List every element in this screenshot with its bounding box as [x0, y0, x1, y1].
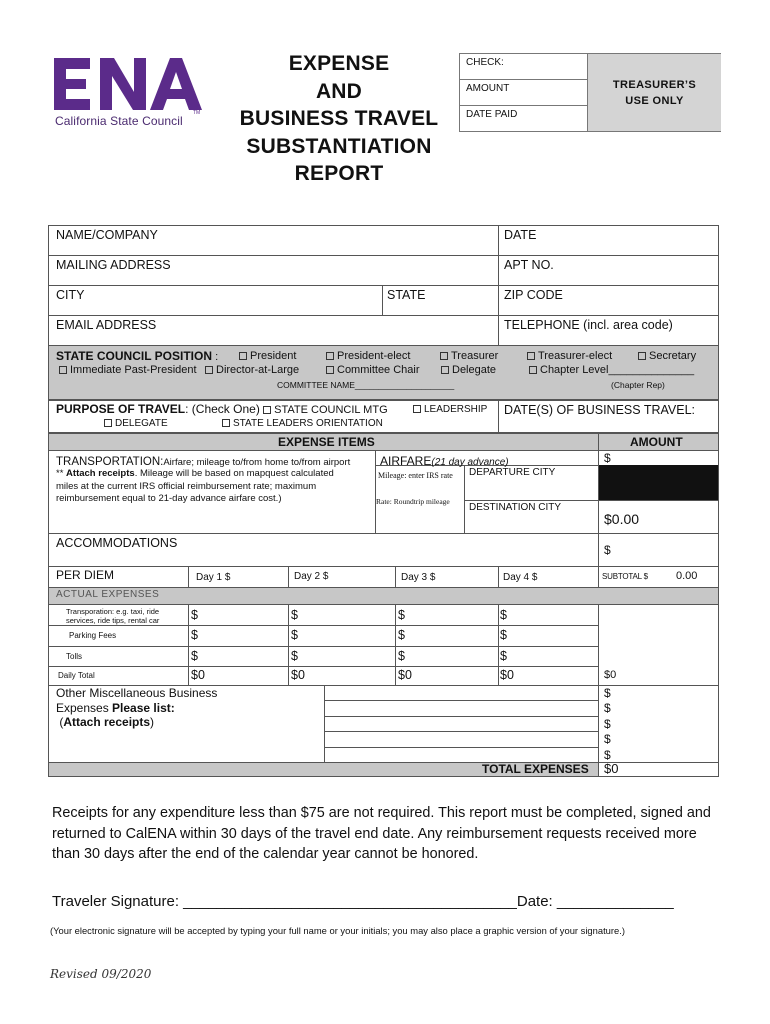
transport-total: $0.00	[604, 511, 640, 527]
checkbox[interactable]	[440, 352, 448, 360]
tolls-label: Tolls	[66, 652, 83, 661]
day2-total: $0	[291, 668, 305, 682]
option-label: President-elect	[337, 350, 411, 362]
option-treasurer-elect[interactable]	[527, 350, 612, 362]
day4-parking[interactable]: $	[500, 628, 507, 642]
dates-of-travel-field[interactable]: DATE(S) OF BUSINESS TRAVEL:	[504, 403, 696, 417]
checkbox[interactable]	[527, 352, 535, 360]
option-director-at-large[interactable]	[205, 364, 299, 376]
misc-amount-2[interactable]: $	[604, 701, 611, 715]
per-diem-label: PER DIEM	[56, 568, 115, 582]
option-label: Director-at-Large	[216, 364, 300, 376]
misc-amount-3[interactable]: $	[604, 717, 611, 731]
day4-total: $0	[500, 668, 514, 682]
option-leadership[interactable]	[413, 404, 487, 415]
purpose-heading	[56, 402, 388, 416]
transportation-services-label: Transporation: e.g. taxi, ride services, ride tips, rental car	[66, 607, 160, 625]
paren: )	[150, 715, 155, 729]
option-delegate[interactable]	[441, 364, 496, 376]
position-colon: :	[212, 351, 219, 363]
logo-subtitle: California State Council	[55, 114, 183, 128]
checkbox[interactable]	[239, 352, 247, 360]
report-title	[228, 50, 450, 188]
apt-no-field[interactable]: APT NO.	[504, 258, 554, 272]
day4-transport[interactable]: $	[500, 608, 507, 622]
misc-amount-5[interactable]: $	[604, 748, 611, 762]
option-label: Chapter Level______________	[540, 364, 695, 376]
paren: (	[59, 715, 64, 729]
instructions-line: miles at the current IRS official reimbursement rate; maximum	[56, 480, 317, 492]
title-line: BUSINESS TRAVEL	[239, 107, 439, 131]
day1-tolls[interactable]: $	[191, 649, 198, 663]
option-president-elect[interactable]	[326, 350, 410, 362]
total-expenses-label: TOTAL EXPENSES	[482, 762, 589, 776]
checkbox[interactable]	[222, 419, 230, 427]
chapter-rep-label: (Chapter Rep)	[611, 380, 665, 390]
departure-city-field[interactable]: DEPARTURE CITY	[469, 467, 556, 478]
destination-city-field[interactable]: DESTINATION CITY	[469, 502, 562, 513]
amount-field[interactable]: AMOUNT	[460, 80, 587, 106]
checkbox[interactable]	[638, 352, 646, 360]
day1-parking[interactable]: $	[191, 628, 198, 642]
attach-receipts: Attach receipts	[63, 715, 151, 729]
transportation-instructions	[56, 468, 334, 506]
option-label: LEADERSHIP	[424, 404, 488, 415]
option-label: Immediate Past-President	[70, 364, 197, 376]
transport-dollar: $	[604, 451, 611, 465]
treasurer-box	[459, 53, 721, 132]
use-only-label: USE ONLY	[625, 94, 684, 107]
daily-total-label: Daily Total	[58, 671, 95, 680]
ena-logo-mark	[54, 56, 204, 118]
subtotal-label: SUBTOTAL $	[602, 572, 648, 581]
option-label: Secretary	[649, 350, 697, 362]
day2-parking[interactable]: $	[291, 628, 298, 642]
option-secretary[interactable]	[638, 350, 696, 362]
airfare-note: (21 day advance)	[431, 457, 509, 468]
option-state-leaders-orientation[interactable]	[222, 418, 383, 429]
date-paid-field[interactable]: DATE PAID	[466, 109, 518, 120]
zip-code-field[interactable]: ZIP CODE	[504, 288, 563, 302]
misc-expenses-label	[56, 686, 217, 730]
option-label: Treasurer-elect	[538, 350, 613, 362]
day3-total: $0	[398, 668, 412, 682]
checkbox[interactable]	[59, 366, 67, 374]
transportation-title: TRANSPORTATION:	[56, 456, 164, 468]
option-label: DELEGATE	[115, 418, 168, 429]
misc-amount-1[interactable]: $	[604, 686, 611, 700]
blackout-cell	[599, 465, 718, 500]
attach-prefix: **	[56, 468, 67, 479]
day1-header[interactable]: Day 1 $	[196, 572, 231, 583]
day1-transport[interactable]: $	[191, 608, 198, 622]
day3-tolls[interactable]: $	[398, 649, 405, 663]
misc-line: Expenses	[56, 700, 113, 715]
subtotal-value: 0.00	[676, 570, 698, 582]
checkbox[interactable]	[263, 406, 271, 414]
roundtrip-mileage-note[interactable]: Rate: Roundtrip mileage	[376, 497, 450, 506]
day2-transport[interactable]: $	[291, 608, 298, 622]
mileage-note[interactable]: Mileage: enter IRS rate	[378, 471, 453, 480]
day2-tolls[interactable]: $	[291, 649, 298, 663]
check-field[interactable]: CHECK:	[460, 54, 587, 80]
parking-fees-label: Parking Fees	[69, 631, 117, 640]
misc-line: Other Miscellaneous Business	[56, 686, 218, 700]
state-field[interactable]: STATE	[387, 288, 426, 302]
option-label: Delegate	[452, 364, 497, 376]
checkbox[interactable]	[441, 366, 449, 374]
expense-header-band	[49, 434, 718, 450]
misc-amount-4[interactable]: $	[604, 732, 611, 746]
receipts-note: Receipts for any expenditure less than $75 are not required. This report must be completed, signed and returned to CalENA within 30 days of the travel end date. Any reimbursement requests received more than 30 days after the end of the calendar year cannot be honored.	[52, 805, 711, 862]
option-president[interactable]	[239, 350, 296, 362]
day1-total: $0	[191, 668, 205, 682]
day4-tolls[interactable]: $	[500, 649, 507, 663]
option-label: STATE LEADERS ORIENTATION	[233, 418, 383, 429]
treasurer-use-only	[588, 54, 721, 131]
total-expenses-value: $0	[604, 761, 619, 776]
option-label: Treasurer	[451, 350, 499, 362]
date-field[interactable]: DATE	[504, 228, 537, 242]
instructions-line: . Mileage will be based on mapquest calculated	[134, 468, 334, 479]
mailing-address-field[interactable]: MAILING ADDRESS	[56, 258, 171, 272]
name-company-field[interactable]: NAME/COMPANY	[56, 228, 158, 242]
option-immediate-past-president[interactable]	[59, 364, 197, 376]
day3-transport[interactable]: $	[398, 608, 405, 622]
traveler-signature-field[interactable]: Traveler Signature: ________________________________________Date: ______________	[52, 893, 674, 910]
email-address-field[interactable]: EMAIL ADDRESS	[56, 318, 157, 332]
city-field[interactable]: CITY	[56, 288, 85, 302]
option-state-council-mtg[interactable]: STATE COUNCIL MTG	[274, 404, 388, 416]
option-label: President	[250, 350, 297, 362]
electronic-signature-note: (Your electronic signature will be accepted by typing your full name or your initials; you may also place a graphic version of your signature.)	[50, 925, 625, 936]
treasurer-fields	[460, 54, 588, 131]
option-delegate-purpose[interactable]	[104, 418, 168, 429]
airfare-label: AIRFARE	[380, 454, 432, 468]
check-one-text: : (Check One)	[185, 402, 264, 416]
per-diem-total: $0	[604, 669, 617, 681]
checkbox[interactable]	[326, 352, 334, 360]
svg-text:TM: TM	[193, 110, 201, 116]
expense-items-header: EXPENSE ITEMS	[278, 435, 375, 449]
title-line: REPORT	[294, 162, 384, 186]
instructions-line: reimbursement equal to 21-day advance airfare cost.)	[56, 493, 282, 504]
treasurer-label: TREASURER’S	[612, 78, 697, 91]
committee-name-field[interactable]: COMMITTEE NAME_____________________	[277, 380, 455, 390]
telephone-field[interactable]: TELEPHONE (incl. area code)	[504, 318, 673, 332]
checkbox[interactable]	[413, 405, 421, 413]
transportation-sub: Airfare; mileage to/from home to/from airport	[163, 457, 351, 468]
checkbox[interactable]	[529, 366, 537, 374]
day4-header[interactable]: Day 4 $	[503, 572, 538, 583]
option-label: Committee Chair	[337, 364, 420, 376]
day3-parking[interactable]: $	[398, 628, 405, 642]
title-line: AND	[315, 79, 363, 103]
checkbox[interactable]	[104, 419, 112, 427]
day2-header[interactable]: Day 2 $	[294, 571, 329, 582]
position-heading-text: STATE COUNCIL POSITION	[56, 349, 213, 363]
accommodations-amount[interactable]: $	[604, 543, 611, 557]
accommodations-label: ACCOMMODATIONS	[56, 536, 178, 550]
attach-receipts-bold: Attach receipts	[66, 468, 135, 479]
please-list: Please list:	[112, 700, 175, 715]
revised-date: Revised 09/2020	[50, 967, 152, 981]
option-committee-chair[interactable]	[326, 364, 420, 376]
title-line: EXPENSE	[288, 52, 390, 75]
day3-header[interactable]: Day 3 $	[401, 572, 436, 583]
actual-expenses-label: ACTUAL EXPENSES	[56, 589, 160, 600]
purpose-heading-text: PURPOSE OF TRAVEL	[56, 402, 186, 416]
amount-header: AMOUNT	[630, 435, 683, 449]
title-line: SUBSTANTIATION	[246, 134, 432, 158]
checkbox[interactable]	[326, 366, 334, 374]
checkbox[interactable]	[205, 366, 213, 374]
option-treasurer[interactable]	[440, 350, 498, 362]
option-chapter-level[interactable]	[529, 364, 694, 376]
position-heading	[56, 349, 218, 363]
